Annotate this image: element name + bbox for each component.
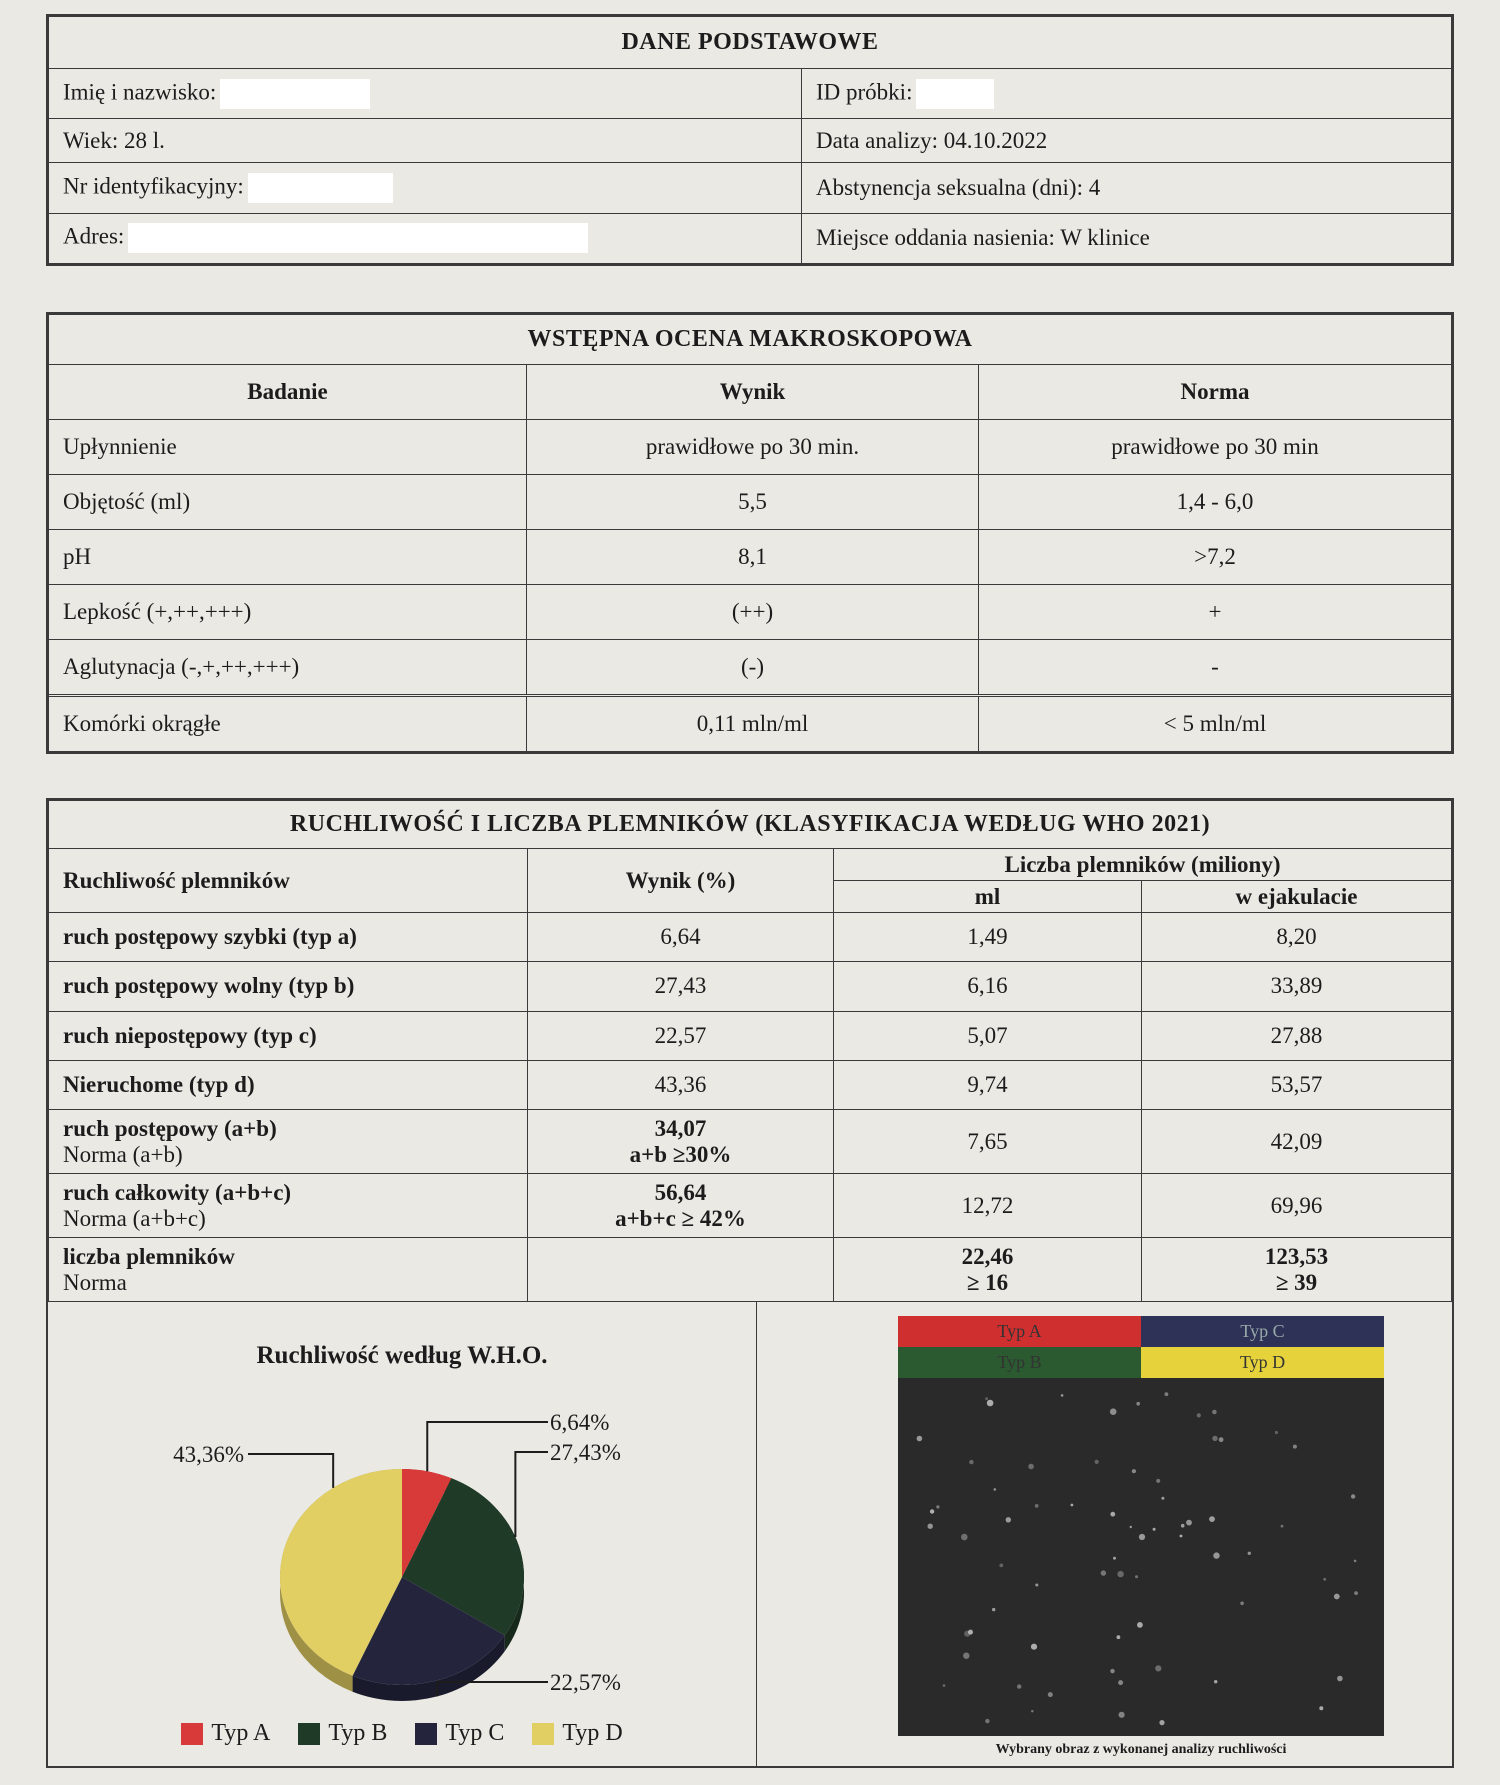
legend-label: Typ B bbox=[328, 1720, 388, 1746]
sperm-cell-dot bbox=[1119, 1712, 1125, 1718]
sperm-cell-dot bbox=[917, 1436, 923, 1442]
sperm-cell-dot bbox=[1351, 1494, 1355, 1498]
redacted-block bbox=[128, 223, 588, 253]
motility-label: ruch postępowy wolny (typ b) bbox=[49, 962, 528, 1011]
sperm-cell-dot bbox=[1031, 1644, 1037, 1650]
progressive-pct-cell bbox=[528, 1110, 834, 1174]
header-result-pct: Wynik (%) bbox=[528, 849, 834, 913]
motility-pct: 22,57 bbox=[528, 1011, 834, 1060]
motility-label: ruch niepostępowy (typ c) bbox=[49, 1011, 528, 1060]
count-ml-cell bbox=[834, 1238, 1142, 1302]
test-name: Aglutynacja (-,+,++,+++) bbox=[49, 639, 527, 694]
microscope-image bbox=[898, 1316, 1384, 1736]
sperm-cell-dot bbox=[1165, 1392, 1169, 1396]
sperm-cell-dot bbox=[1135, 1575, 1138, 1578]
motility-ml: 6,16 bbox=[834, 962, 1142, 1011]
table-row bbox=[49, 419, 1452, 474]
table-row bbox=[49, 529, 1452, 584]
header-motility: Ruchliwość plemników bbox=[49, 849, 528, 913]
sperm-cell-dot bbox=[1293, 1445, 1297, 1449]
count-ml: 22,46 bbox=[961, 1243, 1014, 1269]
sperm-cell-dot bbox=[943, 1684, 946, 1687]
sperm-cell-dot bbox=[1101, 1570, 1106, 1575]
total-norm-label: Norma (a+b+c) bbox=[63, 1205, 206, 1231]
motility-title: RUCHLIWOŚĆ I LICZBA PLEMNIKÓW (KLASYFIKACJA WEDŁUG WHO 2021) bbox=[49, 801, 1452, 849]
sperm-cell-dot bbox=[1214, 1680, 1217, 1683]
sperm-cell-dot bbox=[1153, 1528, 1156, 1531]
header-count: Liczba plemników (miliony) bbox=[834, 849, 1452, 881]
chart-legend bbox=[48, 1720, 756, 1747]
sperm-cell-dot bbox=[1219, 1437, 1224, 1442]
redacted-block bbox=[220, 79, 370, 109]
total-ml: 12,72 bbox=[834, 1174, 1142, 1238]
sperm-cell-dot bbox=[1137, 1622, 1143, 1628]
legend-label: Typ D bbox=[562, 1720, 623, 1746]
microscope-caption: Wybrany obraz z wykonanej analizy ruchliwości bbox=[995, 1742, 1287, 1757]
motility-label: Nieruchome (typ d) bbox=[49, 1060, 528, 1109]
pie-data-label: 43,36% bbox=[173, 1442, 244, 1467]
sperm-cell-dot bbox=[969, 1460, 973, 1464]
bottom-panels bbox=[48, 1302, 1452, 1766]
legend-label: Typ A bbox=[211, 1720, 271, 1746]
sperm-cell-dot bbox=[1110, 1669, 1114, 1673]
sperm-cell-dot bbox=[1130, 1526, 1132, 1528]
sperm-cell-dot bbox=[936, 1505, 939, 1508]
test-result: (++) bbox=[527, 584, 979, 639]
total-pct-cell bbox=[528, 1174, 834, 1238]
sperm-cell-dot bbox=[1323, 1578, 1326, 1581]
motility-section bbox=[46, 798, 1454, 1768]
count-cell bbox=[49, 1238, 528, 1302]
microscope-field bbox=[898, 1378, 1384, 1736]
test-norm: >7,2 bbox=[979, 529, 1452, 584]
header-test: Badanie bbox=[49, 365, 527, 420]
microscope-panel bbox=[758, 1302, 1452, 1766]
sperm-cell-dot bbox=[1117, 1571, 1123, 1577]
sperm-cell-dot bbox=[992, 1608, 995, 1611]
leader-line bbox=[248, 1454, 333, 1488]
total-norm: a+b+c ≥ 42% bbox=[615, 1205, 746, 1231]
table-row bbox=[49, 474, 1452, 529]
motility-pct: 27,43 bbox=[528, 962, 834, 1011]
progressive-ml: 7,65 bbox=[834, 1110, 1142, 1174]
legend-item bbox=[181, 1720, 270, 1747]
sperm-cell-dot bbox=[928, 1524, 933, 1529]
motility-pct: 43,36 bbox=[528, 1060, 834, 1109]
key-label: Typ D bbox=[1239, 1352, 1286, 1372]
sperm-cell-dot bbox=[1275, 1431, 1278, 1434]
address-label: Adres: bbox=[63, 223, 125, 249]
sperm-cell-dot bbox=[1213, 1552, 1219, 1558]
motility-ejac: 8,20 bbox=[1142, 913, 1452, 962]
key-label: Typ A bbox=[997, 1321, 1042, 1341]
progressive-norm-label: Norma (a+b) bbox=[63, 1141, 183, 1167]
table-row bbox=[49, 639, 1452, 694]
progressive-cell bbox=[49, 1110, 528, 1174]
motility-ejac: 53,57 bbox=[1142, 1060, 1452, 1109]
sperm-cell-dot bbox=[1281, 1525, 1284, 1528]
sperm-cell-dot bbox=[1181, 1524, 1185, 1528]
test-norm: prawidłowe po 30 min bbox=[979, 419, 1452, 474]
table-row bbox=[49, 1238, 1452, 1302]
total-ejac: 69,96 bbox=[1142, 1174, 1452, 1238]
sperm-cell-dot bbox=[1159, 1720, 1164, 1725]
leader-line bbox=[515, 1452, 548, 1537]
test-norm: < 5 mln/ml bbox=[979, 696, 1452, 751]
sperm-cell-dot bbox=[1095, 1460, 1099, 1464]
sperm-cell-dot bbox=[1017, 1684, 1021, 1688]
count-norm-label: Norma bbox=[63, 1269, 127, 1295]
sperm-cell-dot bbox=[1139, 1534, 1145, 1540]
table-row bbox=[49, 1110, 1452, 1174]
test-name: Upłynnienie bbox=[49, 419, 527, 474]
sperm-cell-dot bbox=[1113, 1557, 1116, 1560]
legend-swatch-typ-a bbox=[181, 1723, 203, 1745]
sperm-cell-dot bbox=[1136, 1402, 1140, 1406]
table-row bbox=[49, 1060, 1452, 1109]
progressive-ejac: 42,09 bbox=[1142, 1110, 1452, 1174]
total-pct: 56,64 bbox=[654, 1179, 707, 1205]
sperm-cell-dot bbox=[985, 1719, 989, 1723]
test-result: 5,5 bbox=[527, 474, 979, 529]
motility-ejac: 27,88 bbox=[1142, 1011, 1452, 1060]
sperm-cell-dot bbox=[1354, 1591, 1358, 1595]
sperm-cell-dot bbox=[1035, 1504, 1039, 1508]
sperm-cell-dot bbox=[1048, 1692, 1053, 1697]
table-row bbox=[49, 1174, 1452, 1238]
sperm-cell-dot bbox=[1156, 1479, 1160, 1483]
test-name: pH bbox=[49, 529, 527, 584]
table-row bbox=[49, 696, 1452, 751]
header-result: Wynik bbox=[527, 365, 979, 420]
redacted-block bbox=[916, 79, 994, 109]
sperm-cell-dot bbox=[994, 1488, 997, 1491]
pie-chart bbox=[48, 1382, 756, 1722]
legend-swatch-typ-d bbox=[532, 1723, 554, 1745]
id-number-field bbox=[49, 163, 802, 213]
pie-data-label: 6,64% bbox=[550, 1410, 610, 1435]
progressive-label: ruch postępowy (a+b) bbox=[63, 1115, 277, 1141]
pie-data-label: 22,57% bbox=[550, 1670, 621, 1695]
test-norm: + bbox=[979, 584, 1452, 639]
pie-data-label: 27,43% bbox=[550, 1440, 621, 1465]
redacted-block bbox=[248, 173, 393, 203]
sperm-cell-dot bbox=[1337, 1676, 1343, 1682]
legend-item bbox=[415, 1720, 504, 1747]
sperm-cell-dot bbox=[968, 1630, 973, 1635]
macroscopic-section bbox=[46, 312, 1454, 754]
header-ejaculate: w ejakulacie bbox=[1142, 881, 1452, 913]
sperm-cell-dot bbox=[1132, 1469, 1136, 1473]
collection-place-field: Miejsce oddania nasienia: W klinice bbox=[802, 213, 1452, 263]
sperm-cell-dot bbox=[1110, 1512, 1115, 1517]
sperm-cell-dot bbox=[1031, 1710, 1033, 1712]
header-norm: Norma bbox=[979, 365, 1452, 420]
chart-title: Ruchliwość według W.H.O. bbox=[256, 1342, 548, 1369]
address-field bbox=[49, 213, 802, 263]
sperm-cell-dot bbox=[1212, 1410, 1217, 1415]
macroscopic-title: WSTĘPNA OCENA MAKROSKOPOWA bbox=[49, 315, 1452, 365]
test-result: 8,1 bbox=[527, 529, 979, 584]
basic-data-title: DANE PODSTAWOWE bbox=[49, 17, 1452, 69]
table-row bbox=[49, 962, 1452, 1011]
chart-panel bbox=[48, 1302, 757, 1766]
count-ejac: 123,53 bbox=[1264, 1243, 1329, 1269]
analysis-date-field: Data analizy: 04.10.2022 bbox=[802, 119, 1452, 163]
motility-ml: 1,49 bbox=[834, 913, 1142, 962]
age-field: Wiek: 28 l. bbox=[49, 119, 802, 163]
test-norm: 1,4 - 6,0 bbox=[979, 474, 1452, 529]
count-ejac-norm: ≥ 39 bbox=[1275, 1269, 1318, 1295]
sperm-cell-dot bbox=[1319, 1706, 1323, 1710]
table-row bbox=[49, 584, 1452, 639]
microscope-key bbox=[898, 1316, 1384, 1378]
test-result: prawidłowe po 30 min. bbox=[527, 419, 979, 474]
test-norm: - bbox=[979, 639, 1452, 694]
motility-ml: 5,07 bbox=[834, 1011, 1142, 1060]
sperm-cell-dot bbox=[1006, 1517, 1011, 1522]
sperm-cell-dot bbox=[1334, 1594, 1340, 1600]
motility-pct: 6,64 bbox=[528, 913, 834, 962]
abstinence-field: Abstynencja seksualna (dni): 4 bbox=[802, 163, 1452, 213]
sperm-cell-dot bbox=[1209, 1516, 1215, 1522]
sperm-cell-dot bbox=[1061, 1394, 1064, 1397]
test-name: Objętość (ml) bbox=[49, 474, 527, 529]
sperm-cell-dot bbox=[930, 1509, 934, 1513]
motility-ejac: 33,89 bbox=[1142, 962, 1452, 1011]
test-result: (-) bbox=[527, 639, 979, 694]
sperm-cell-dot bbox=[1161, 1497, 1164, 1500]
count-empty-cell bbox=[528, 1238, 834, 1302]
sample-id-field bbox=[802, 69, 1452, 119]
table-row bbox=[49, 913, 1452, 962]
sperm-cell-dot bbox=[1186, 1520, 1192, 1526]
basic-data-section bbox=[46, 14, 1454, 266]
leader-line bbox=[427, 1422, 548, 1471]
name-label: Imię i nazwisko: bbox=[63, 78, 217, 104]
sperm-cell-dot bbox=[1354, 1560, 1357, 1563]
sperm-cell-dot bbox=[1028, 1464, 1034, 1470]
sperm-cell-dot bbox=[1240, 1602, 1244, 1606]
sperm-cell-dot bbox=[1118, 1680, 1123, 1685]
id-number-label: Nr identyfikacyjny: bbox=[63, 173, 244, 199]
legend-item bbox=[298, 1720, 387, 1747]
sperm-cell-dot bbox=[1155, 1665, 1161, 1671]
header-ml: ml bbox=[834, 881, 1142, 913]
legend-label: Typ C bbox=[445, 1720, 505, 1746]
key-typ-b bbox=[898, 1347, 1141, 1378]
sperm-cell-dot bbox=[963, 1653, 969, 1659]
progressive-pct: 34,07 bbox=[654, 1115, 707, 1141]
sperm-cell-dot bbox=[1248, 1552, 1251, 1555]
legend-item bbox=[532, 1720, 622, 1747]
sperm-cell-dot bbox=[1117, 1635, 1121, 1639]
count-label: liczba plemników bbox=[63, 1243, 235, 1269]
key-label: Typ B bbox=[997, 1352, 1042, 1372]
key-label: Typ C bbox=[1240, 1321, 1285, 1341]
count-ml-norm: ≥ 16 bbox=[966, 1269, 1009, 1295]
sperm-cell-dot bbox=[999, 1564, 1003, 1568]
legend-swatch-typ-c bbox=[415, 1723, 437, 1745]
legend-swatch-typ-b bbox=[298, 1723, 320, 1745]
test-name: Komórki okrągłe bbox=[49, 696, 527, 751]
test-result: 0,11 mln/ml bbox=[527, 696, 979, 751]
sperm-cell-dot bbox=[985, 1397, 988, 1400]
total-cell bbox=[49, 1174, 528, 1238]
motility-ml: 9,74 bbox=[834, 1060, 1142, 1109]
count-ejac-cell bbox=[1142, 1238, 1452, 1302]
sample-id-label: ID próbki: bbox=[816, 78, 913, 104]
sperm-cell-dot bbox=[1180, 1535, 1183, 1538]
table-row bbox=[49, 1011, 1452, 1060]
progressive-norm: a+b ≥30% bbox=[629, 1141, 732, 1167]
sperm-cell-dot bbox=[1035, 1584, 1038, 1587]
sperm-cell-dot bbox=[961, 1534, 968, 1541]
sperm-cell-dot bbox=[1071, 1504, 1074, 1507]
sperm-cell-dot bbox=[1197, 1413, 1201, 1417]
total-label: ruch całkowity (a+b+c) bbox=[63, 1179, 292, 1205]
key-typ-a bbox=[898, 1316, 1141, 1347]
motility-label: ruch postępowy szybki (typ a) bbox=[49, 913, 528, 962]
sperm-cell-dot bbox=[1212, 1436, 1217, 1441]
name-field bbox=[49, 69, 802, 119]
sperm-cell-dot bbox=[1110, 1408, 1117, 1415]
key-typ-d bbox=[1141, 1347, 1384, 1378]
key-typ-c bbox=[1141, 1316, 1384, 1347]
test-name: Lepkość (+,++,+++) bbox=[49, 584, 527, 639]
sperm-cell-dot bbox=[987, 1400, 994, 1407]
